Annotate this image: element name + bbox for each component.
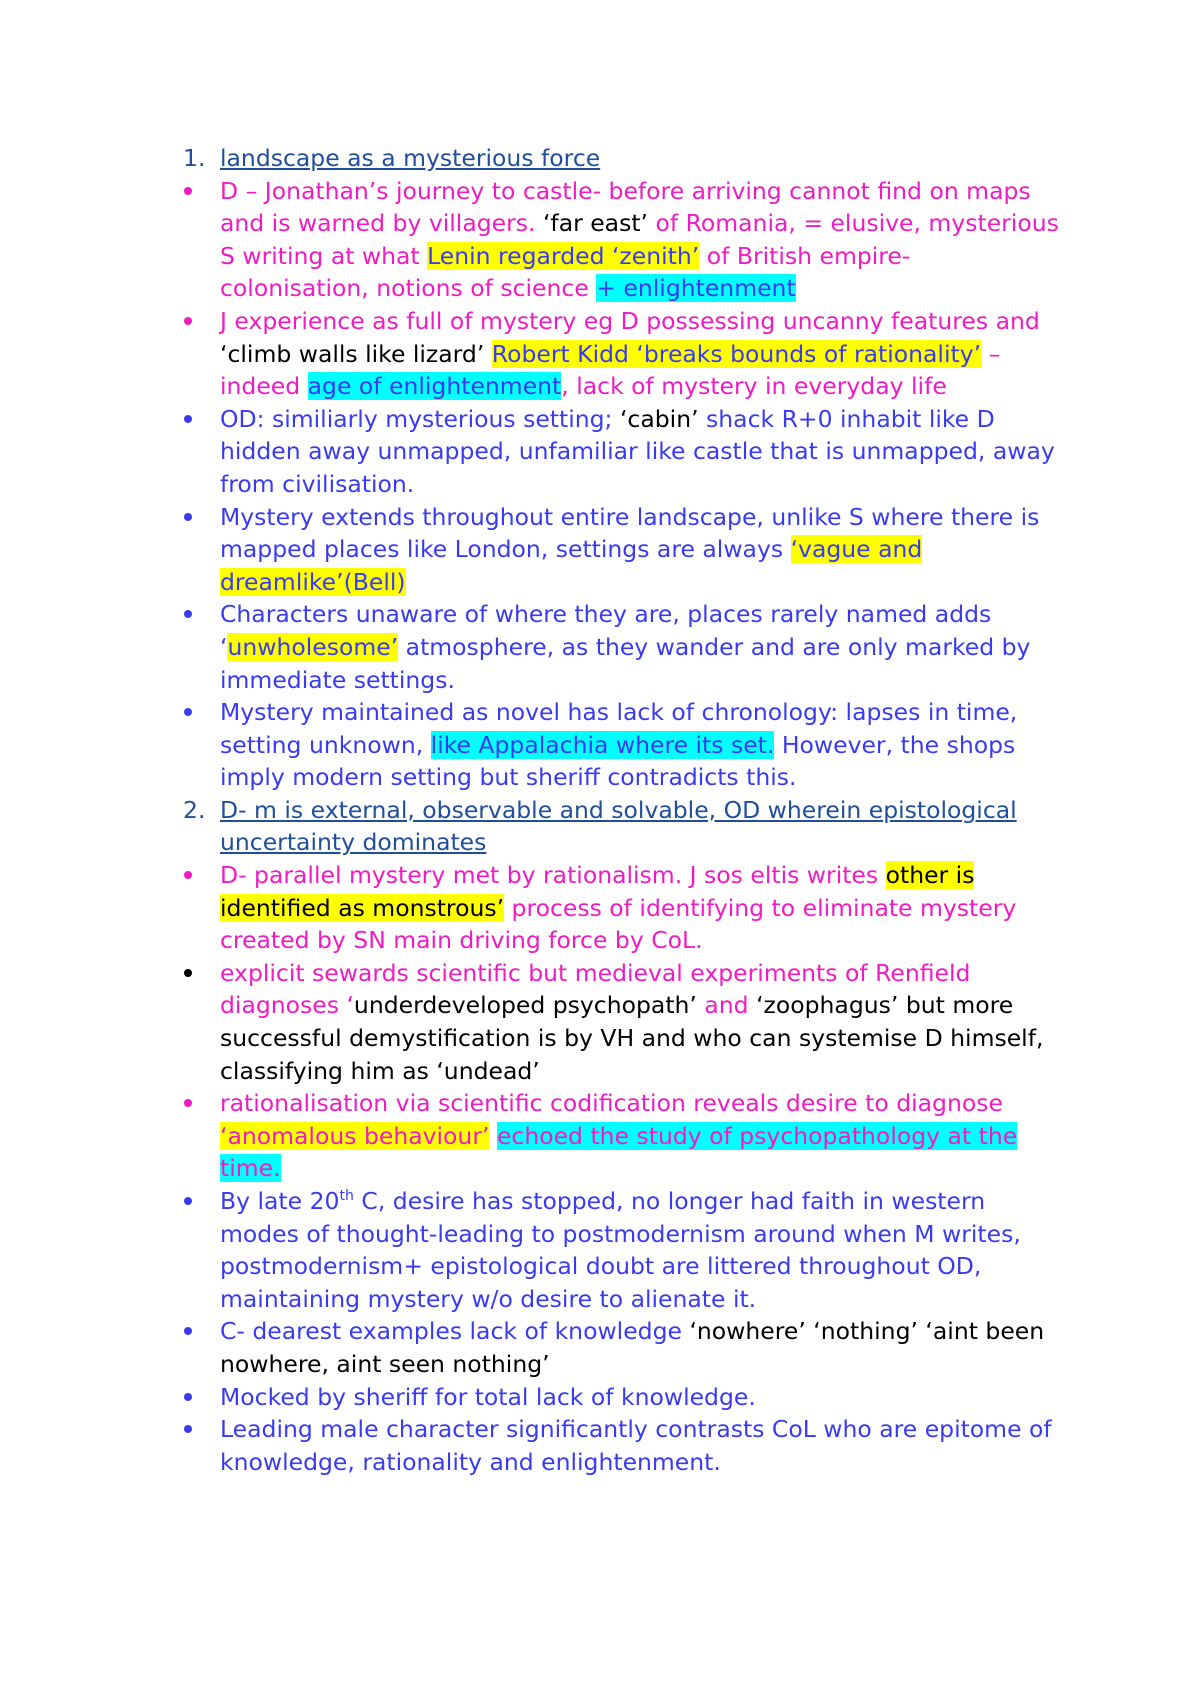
text-run: C- dearest examples lack of knowledge (220, 1317, 690, 1346)
text-run: and (696, 991, 757, 1020)
highlighted-text: echoed the study of psychopathology at the time. (220, 1121, 1018, 1183)
bullet-item (165, 403, 1065, 501)
bullet-item (165, 305, 1065, 403)
text-run (489, 1122, 496, 1150)
text-run: By late 20 (220, 1187, 340, 1215)
text-run: landscape as a mysterious force (220, 144, 601, 172)
text-run: Characters unaware of where they are, places rarely named adds ‘ (220, 600, 992, 661)
item-text (220, 175, 1065, 305)
item-text (220, 1185, 1065, 1315)
text-run: Mystery extends throughout entire landscape, unlike S where there is mapped places like London, settings are always (220, 502, 1040, 564)
item-text (220, 403, 1065, 501)
bullet-item (165, 1315, 1065, 1380)
text-run: D- parallel mystery met by rationalism. J sos eltis writes (220, 861, 886, 890)
item-text (220, 142, 1065, 175)
numbered-heading (165, 794, 1065, 859)
item-text (220, 1413, 1065, 1478)
numbered-heading (165, 142, 1065, 175)
text-run: , lack of mystery in everyday life (561, 372, 947, 401)
bullet-item (165, 598, 1065, 696)
list-number-label: 2. (183, 795, 206, 824)
bullet-dot (184, 708, 192, 716)
notes-list (165, 142, 1065, 1478)
highlighted-text: ‘anomalous behaviour’ (220, 1121, 490, 1150)
bullet-dot (184, 317, 192, 325)
item-text (220, 696, 1065, 794)
item-text (220, 305, 1065, 403)
bullet-dot (184, 969, 192, 977)
text-run: of Romania, = elusive, mysterious S writing at what (220, 209, 1059, 270)
text-run: th (339, 1188, 354, 1205)
text-run: ‘cabin’ (619, 404, 699, 433)
text-run: ‘nowhere’ ‘nothing’ ‘aint been nowhere, aint seen nothing’ (220, 1317, 1045, 1378)
bullet-item (165, 1185, 1065, 1315)
highlighted-text: other is identified as monstrous’ (220, 861, 975, 922)
highlighted-text: like Appalachia where its set. (430, 730, 775, 759)
text-run: process of identifying to eliminate mystery created by SN main driving force by CoL. (220, 893, 1017, 955)
item-text (220, 859, 1065, 957)
item-text (220, 1087, 1065, 1185)
bullet-dot (184, 1197, 192, 1205)
highlighted-text: + enlightenment (596, 274, 796, 303)
bullet-item (165, 1381, 1065, 1414)
text-run: D- m is external, observable and solvable, OD wherein epistological uncertainty dominates (220, 795, 1017, 857)
highlighted-text: Robert Kidd ‘breaks bounds of rationality’ (491, 339, 982, 368)
text-run: rationalisation via scientific codification reveals desire to diagnose (220, 1089, 1003, 1118)
bullet-dot (184, 513, 192, 521)
text-run: J experience as full of mystery eg D possessing uncanny features and (220, 306, 1040, 335)
list-number-label: 1. (183, 144, 206, 172)
text-run: shack R+0 inhabit like D hidden away unmapped, unfamiliar like castle that is unmapped, away from civilisation. (220, 404, 1055, 498)
text-run: Mocked by sheriff for total lack of knowledge. (220, 1382, 756, 1411)
item-text (220, 957, 1065, 1087)
text-run: of British empire- colonisation, notions of science (220, 241, 911, 303)
text-run: Mystery maintained as novel has lack of chronology: lapses in time, setting unknown, (220, 698, 1018, 759)
highlighted-text: ‘vague and dreamlike’(Bell) (220, 535, 923, 596)
bullet-dot (184, 610, 192, 618)
bullet-item (165, 1413, 1065, 1478)
text-run: OD: similiarly mysterious setting; (220, 404, 620, 433)
bullet-item (165, 696, 1065, 794)
text-run: However, the shops imply modern setting but sheriff contradicts this. (220, 730, 1016, 792)
text-run: explicit sewards scientific but medieval experiments of Renfield diagnoses ‘ (220, 958, 971, 1020)
bullet-dot (184, 1327, 192, 1335)
highlighted-text: Lenin regarded ‘zenith’ (427, 241, 700, 270)
highlighted-text: age of enlightenment (307, 372, 562, 401)
bullet-dot (184, 871, 192, 879)
text-run (484, 340, 491, 368)
text-run: Leading male character significantly contrasts CoL who are epitome of knowledge, rationality and enlightenment. (220, 1415, 1052, 1476)
bullet-dot (184, 1425, 192, 1433)
item-text (220, 598, 1065, 696)
item-text (220, 794, 1065, 859)
text-run: underdeveloped psychopath’ (353, 991, 697, 1020)
item-text (220, 501, 1065, 599)
bullet-item (165, 859, 1065, 957)
bullet-dot (184, 1393, 192, 1401)
highlighted-text: unwholesome’ (227, 632, 399, 661)
text-run: atmosphere, as they wander and are only marked by immediate settings. (220, 632, 1031, 694)
bullet-item (165, 175, 1065, 305)
text-run: – indeed (220, 339, 1001, 401)
bullet-dot (184, 187, 192, 195)
bullet-dot (184, 1099, 192, 1107)
text-run: ‘far east’ (542, 209, 649, 238)
bullet-dot (184, 415, 192, 423)
bullet-item (165, 501, 1065, 599)
text-run: ‘climb walls like lizard’ (220, 339, 485, 368)
text-run: ‘zoophagus’ but more successful demystification is by VH and who can systemise D himself, classifying him as ‘undead’ (220, 991, 1044, 1085)
text-run: D – Jonathan’s journey to castle- before arriving cannot find on maps and is warned by villagers. (220, 176, 1031, 238)
text-run: C, desire has stopped, no longer had faith in western modes of thought-leading to postmodernism around when M writes, postmodernism+ epistological doubt are littered throughout OD, maintaining mystery w/o desire to alienate it. (220, 1187, 1021, 1313)
item-text (220, 1315, 1065, 1380)
bullet-item (165, 1087, 1065, 1185)
bullet-item (165, 957, 1065, 1087)
item-text (220, 1381, 1065, 1414)
